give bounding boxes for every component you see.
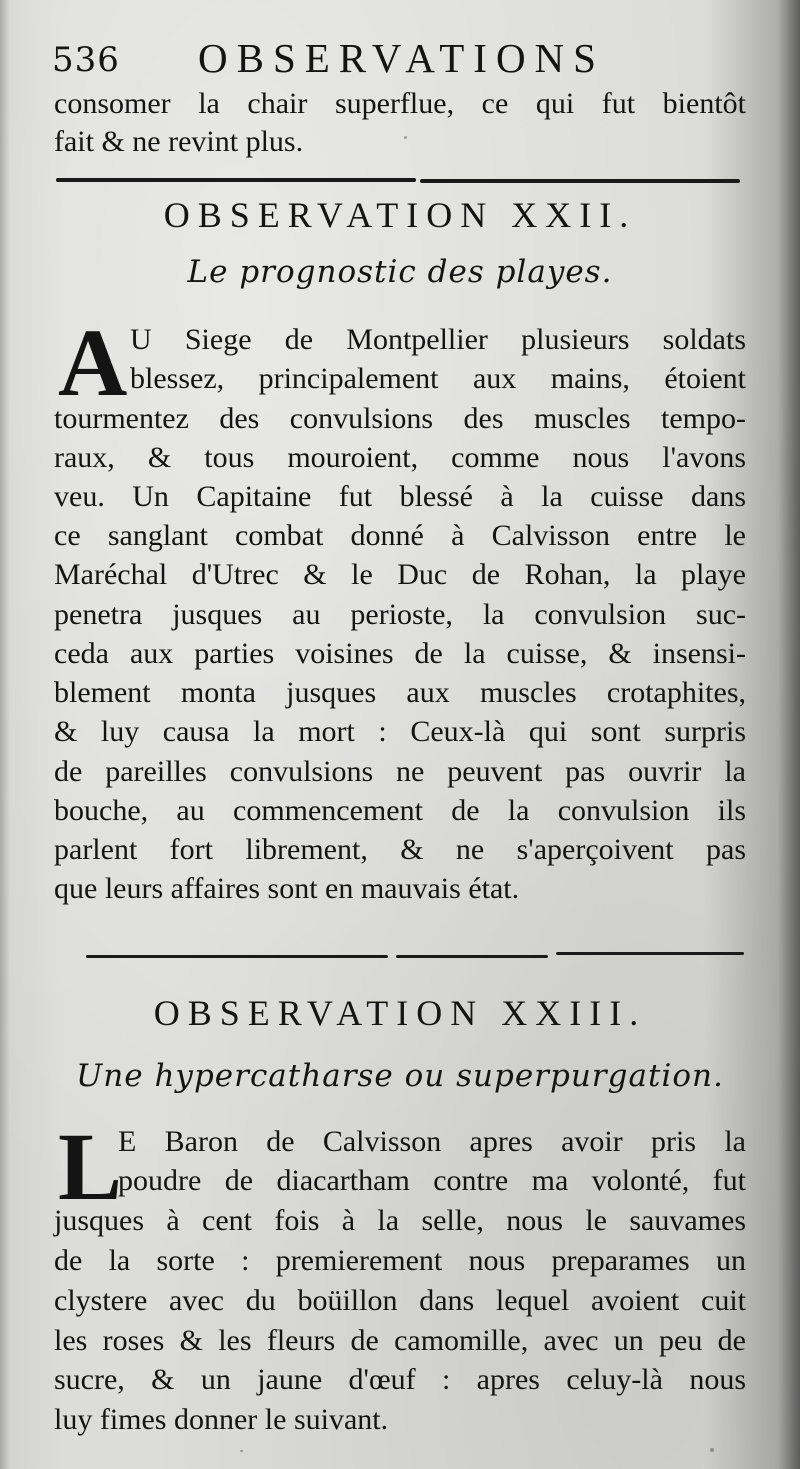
- section-rule-left: [56, 178, 416, 182]
- text-line: de la sorte : premierement nous preparames un: [54, 1244, 746, 1277]
- paper-speck: [240, 1450, 243, 1452]
- section-rule-middle: [396, 955, 548, 958]
- text-line: parlent fort librement, & ne s'aperçoivent pas: [54, 833, 746, 866]
- drop-cap: A: [58, 309, 128, 416]
- text-line: ceda aux parties voisines de la cuisse, & insensi-: [54, 637, 746, 670]
- section-rule-right: [420, 179, 740, 183]
- section-rule-right: [556, 952, 744, 955]
- text-line: raux, & tous mouroient, comme nous l'avons: [54, 441, 746, 474]
- text-line: ce sanglant combat donné à Calvisson entre le: [54, 519, 746, 552]
- binding-gutter-shadow: [778, 0, 800, 1469]
- running-head: [52, 30, 752, 82]
- text-line: sucre, & un jaune d'œuf : apres celuy-là nous: [54, 1363, 746, 1396]
- text-line: E Baron de Calvisson apres avoir pris la: [118, 1125, 746, 1158]
- text-line: jusques à cent fois à la selle, nous le sauvames: [54, 1204, 746, 1237]
- text-line: U Siege de Montpellier plusieurs soldats: [130, 323, 746, 356]
- text-line: poudre de diacartham contre ma volonté, fut: [118, 1164, 746, 1197]
- text-line: penetra jusques au perioste, la convulsion suc-: [54, 598, 746, 631]
- observation-heading: OBSERVATION XXII.: [163, 195, 637, 235]
- text-line: veu. Un Capitaine fut blessé à la cuisse dans: [54, 480, 746, 513]
- text-line: blement monta jusques aux muscles crotaphites,: [54, 676, 746, 709]
- paper-speck: [710, 1448, 714, 1452]
- text-line: fait & ne revint plus.: [54, 125, 304, 158]
- running-title: OBSERVATIONS: [198, 35, 605, 81]
- text-line: luy fimes donner le suivant.: [54, 1403, 389, 1436]
- text-line: tourmentez des convulsions des muscles tempo-: [54, 402, 746, 435]
- drop-cap: L: [58, 1113, 123, 1220]
- text-line: blessez, principalement aux mains, étoient: [130, 362, 746, 395]
- text-line: bouche, au commencement de la convulsion ils: [54, 794, 746, 827]
- text-line: Maréchal d'Utrec & le Duc de Rohan, la playe: [54, 558, 746, 591]
- page-edge-shadow: [0, 0, 10, 1469]
- text-line: & luy causa la mort : Ceux-là qui sont surpris: [54, 715, 746, 748]
- text-line: consomer la chair superflue, ce qui fut bientôt: [54, 87, 746, 120]
- section-rule-left: [86, 955, 388, 958]
- observation-subtitle: Une hypercatharse ou superpurgation.: [76, 1058, 724, 1094]
- observation-heading: OBSERVATION XXIII.: [153, 993, 647, 1033]
- paper-speck: [404, 136, 407, 139]
- text-line: de pareilles convulsions ne peuvent pas ouvrir la: [54, 755, 746, 788]
- text-line: les roses & les fleurs de camomille, avec un peu de: [54, 1324, 746, 1357]
- text-line: clystere avec du boüillon dans lequel avoient cuit: [54, 1284, 746, 1317]
- text-line: que leurs affaires sont en mauvais état.: [54, 872, 520, 905]
- observation-subtitle: Le prognostic des playes.: [187, 254, 613, 290]
- page-number: 536: [52, 40, 120, 80]
